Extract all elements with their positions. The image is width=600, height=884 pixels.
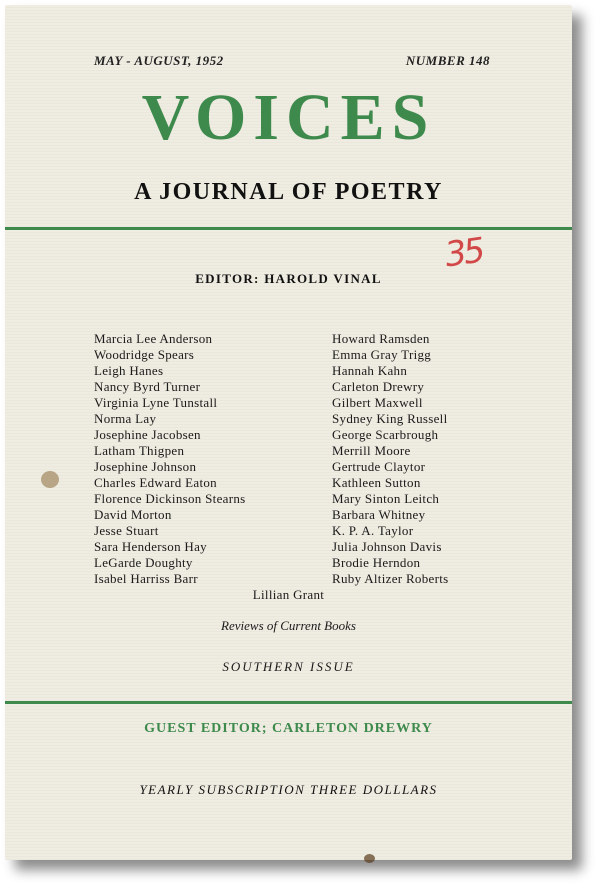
contributor-name: Woodridge Spears xyxy=(94,347,195,362)
journal-cover xyxy=(5,5,572,860)
contributor-name: Merrill Moore xyxy=(332,443,411,458)
issue-number: NUMBER 148 xyxy=(405,53,490,68)
contributors-right-column xyxy=(332,331,449,587)
contributor-name: Latham Thigpen xyxy=(94,443,185,458)
contributor-name: Julia Johnson Davis xyxy=(332,539,442,554)
contributor-name: LeGarde Doughty xyxy=(94,555,193,570)
contributor-name: Nancy Byrd Turner xyxy=(94,379,201,394)
contributor-name: Hannah Kahn xyxy=(332,363,408,378)
contributor-name: David Morton xyxy=(94,507,172,522)
contributor-name: Brodie Herndon xyxy=(332,555,421,570)
foxing-stain xyxy=(41,471,59,488)
foxing-stain xyxy=(364,854,375,863)
contributor-name: Barbara Whitney xyxy=(332,507,426,522)
contributor-name: Leigh Hanes xyxy=(94,363,164,378)
contributor-name: Sara Henderson Hay xyxy=(94,539,207,554)
contributor-name: Kathleen Sutton xyxy=(332,475,421,490)
contributor-name: Norma Lay xyxy=(94,411,157,426)
contributor-name: Florence Dickinson Stearns xyxy=(94,491,246,506)
reviews-line: Reviews of Current Books xyxy=(221,618,356,633)
editor-line: EDITOR: HAROLD VINAL xyxy=(195,271,382,286)
handwritten-price-mark: 35 xyxy=(442,230,485,276)
contributor-name: Charles Edward Eaton xyxy=(94,475,217,490)
top-divider xyxy=(5,227,572,230)
contributor-name: George Scarbrough xyxy=(332,427,439,442)
contributor-name: Carleton Drewry xyxy=(332,379,425,394)
contributor-name: Sydney King Russell xyxy=(332,411,448,426)
subscription-line: YEARLY SUBSCRIPTION THREE DOLLLARS xyxy=(139,782,438,797)
contributor-name: Virginia Lyne Tunstall xyxy=(94,395,218,410)
issue-theme: SOUTHERN ISSUE xyxy=(222,659,355,674)
contributor-name: Ruby Altizer Roberts xyxy=(332,571,449,586)
contributor-name: Gilbert Maxwell xyxy=(332,395,423,410)
contributor-name: Mary Sinton Leitch xyxy=(332,491,440,506)
guest-editor-line: GUEST EDITOR; CARLETON DREWRY xyxy=(144,721,433,736)
contributor-name-centered: Lillian Grant xyxy=(252,587,325,602)
contributor-name: K. P. A. Taylor xyxy=(332,523,414,538)
journal-subtitle: A JOURNAL OF POETRY xyxy=(134,179,443,205)
contributor-name: Howard Ramsden xyxy=(332,331,430,346)
contributor-name: Emma Gray Trigg xyxy=(332,347,432,362)
contributor-name: Marcia Lee Anderson xyxy=(94,331,213,346)
contributor-name: Josephine Johnson xyxy=(94,459,197,474)
bottom-divider xyxy=(5,701,572,704)
contributor-name: Isabel Harriss Barr xyxy=(94,571,198,586)
issue-date: MAY - AUGUST, 1952 xyxy=(94,53,224,68)
journal-title: VOICES xyxy=(141,81,436,154)
contributor-name: Gertrude Claytor xyxy=(332,459,426,474)
contributor-name: Jesse Stuart xyxy=(94,523,159,538)
contributor-name: Josephine Jacobsen xyxy=(94,427,201,442)
contributors-left-column xyxy=(94,331,246,587)
